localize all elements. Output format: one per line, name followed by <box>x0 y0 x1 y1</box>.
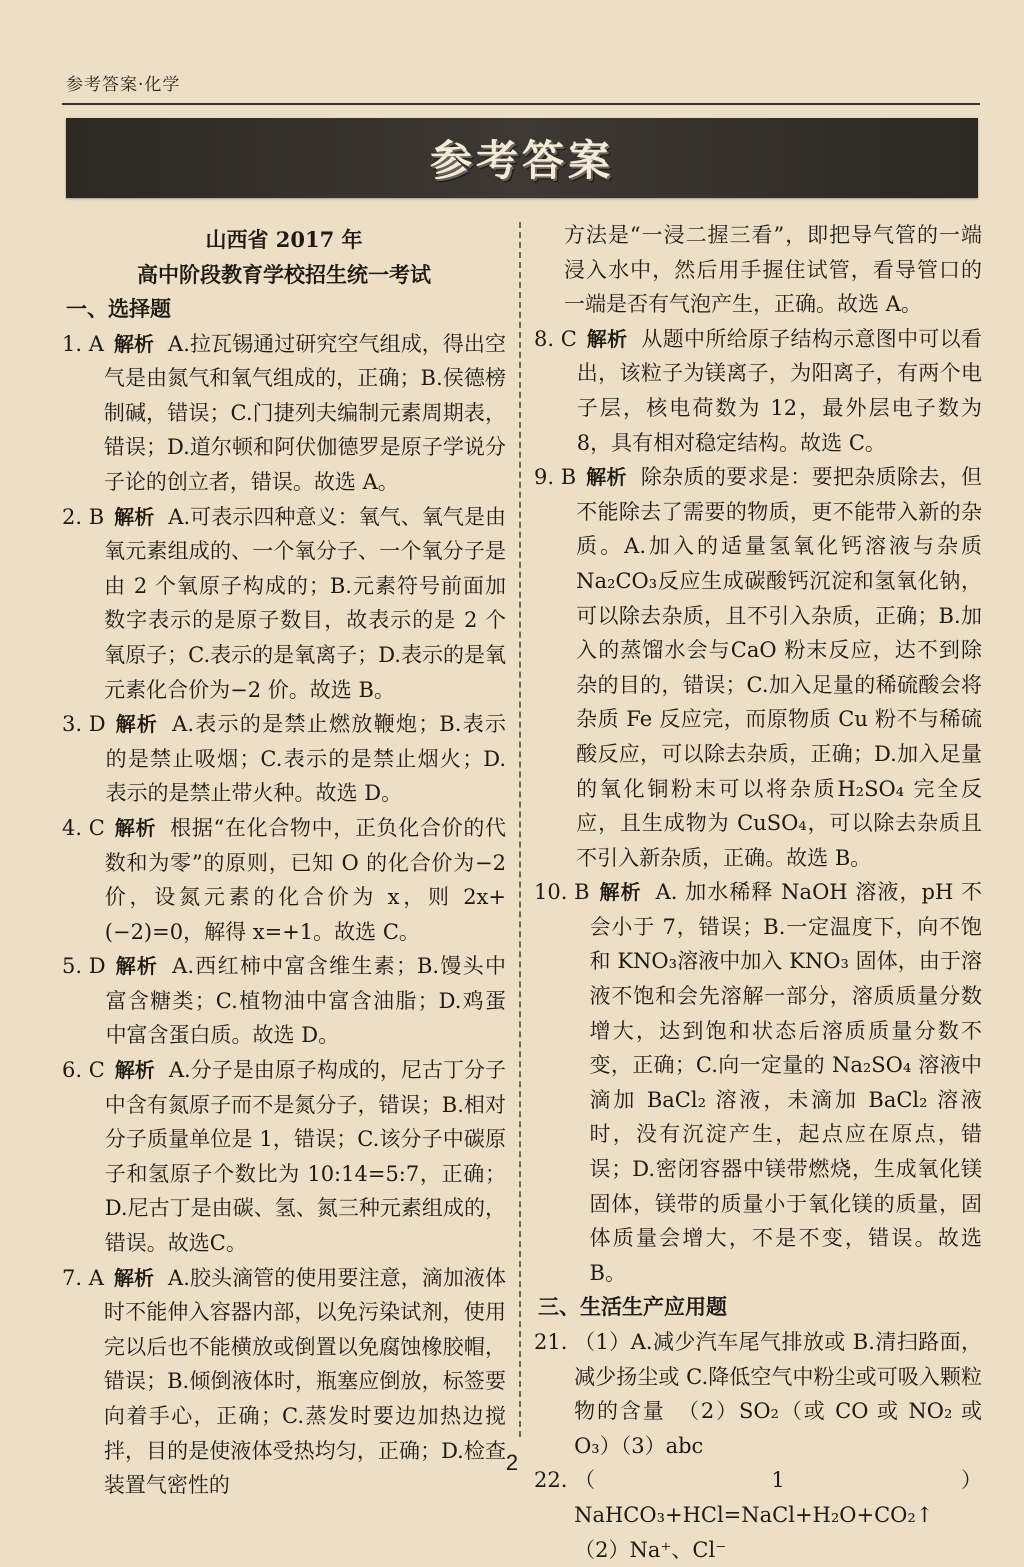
header-rule <box>62 103 980 105</box>
right-column <box>534 218 982 1567</box>
question-number: 5. D <box>62 954 106 979</box>
question-number: 6. C <box>62 1058 105 1083</box>
exam-title-line1: 山西省 2017 年 <box>205 227 363 252</box>
exam-title-line2: 高中阶段教育学校招生统一考试 <box>137 262 431 287</box>
question-number: 1. A <box>62 331 104 356</box>
page-title: 参考答案 <box>429 136 614 185</box>
answer-text: A.分子是由原子构成的，尼古丁分子中含有氮原子而不是氮分子，错误；B.相对分子质量单位是 1，错误；C.该分子中碳原子和氢原子个数比为 10:14=5:7，正确；D.尼古丁是由碳、氢、氮三种元素组成的，错误。故选C。 <box>104 1058 506 1256</box>
analysis-label: 解析 <box>115 712 159 737</box>
analysis-label: 解析 <box>114 504 155 529</box>
column-divider <box>519 222 521 1437</box>
question-number: 3. D <box>62 712 106 737</box>
question-5 <box>62 949 506 1053</box>
analysis-label: 解析 <box>115 954 159 979</box>
title-banner <box>66 118 978 198</box>
question-21 <box>534 1325 982 1463</box>
answer-text: 根据“在化合物中，正负化合价的代数和为零”的原则，已知 O 的化合价为−2 价，设氮元素的化合价为 x，则 2x+(−2)=0，解得 x=+1。故选 C。 <box>104 815 506 944</box>
answer-text: A.可表示四种意义：氧气、氧气是由氧元素组成的、一个氧分子、一个氧分子是由 2 个氧原子构成的；B.元素符号前面加数字表示的是原子数目，故表示的是 2 个氧原子；C.表示的是氧离子；D.表示的是氧元素化合价为−2 价。故选 B。 <box>104 504 507 702</box>
section-choice: 一、选择题 <box>66 296 171 321</box>
question-22 <box>534 1463 982 1567</box>
question-10 <box>534 875 982 1290</box>
question-3 <box>62 707 506 811</box>
question-4 <box>62 811 506 949</box>
answer-text: A.拉瓦锡通过研究空气组成，得出空气是由氮气和氧气组成的，正确；B.侯德榜制碱，错误；C.门捷列夫编制元素周期表，错误；D.道尔顿和阿伏伽德罗是原子学说分子论的创立者，错误。故选 A。 <box>103 331 507 494</box>
section-application: 三、生活生产应用题 <box>538 1294 727 1320</box>
answer-text: A.表示的是禁止燃放鞭炮；B.表示的是禁止吸烟；C.表示的是禁止烟火；D.表示的是禁止带火种。故选 D。 <box>105 712 507 806</box>
question-number: 8. C <box>534 326 577 351</box>
question-9 <box>534 460 982 875</box>
question-number: 7. A <box>62 1265 104 1290</box>
question-number: 22. <box>534 1468 575 1493</box>
left-column <box>62 222 506 1503</box>
page-number: 2 <box>505 1450 519 1475</box>
analysis-label: 解析 <box>114 1058 155 1083</box>
answer-text: （1）NaHCO₃+HCl=NaCl+H₂O+CO₂↑ （2）Na⁺、Cl⁻ <box>574 1468 982 1562</box>
question-6 <box>62 1053 506 1261</box>
analysis-label: 解析 <box>586 326 628 351</box>
question-number: 4. C <box>62 815 105 840</box>
answer-text: A.胶头滴管的使用要注意，滴加液体时不能伸入容器内部，以免污染试剂，使用完以后也不能横放或倒置以免腐蚀橡胶帽，错误；B.倾倒液体时，瓶塞应倒放，标签要向着手心，正确；C.蒸发时要边加热边搅拌，目的是使液体受热均匀，正确；D.检查装置气密性的 <box>103 1265 507 1498</box>
answer-text: 从题中所给原子结构示意图中可以看出，该粒子为镁离子，为阳离子，有两个电子层，核电荷数为 12，最外层电子数为 8，具有相对稳定结构。故选 C。 <box>576 326 983 455</box>
answer-text: A.西红柿中富含维生素；B.馒头中富含糖类；C.植物油中富含油脂；D.鸡蛋中富含蛋白质。故选 D。 <box>105 954 507 1048</box>
analysis-label: 解析 <box>586 465 627 490</box>
analysis-label: 解析 <box>113 331 155 356</box>
analysis-label: 解析 <box>114 815 157 840</box>
analysis-label: 解析 <box>113 1265 155 1290</box>
question-number: 2. B <box>62 504 105 529</box>
question-number: 21. <box>534 1330 575 1354</box>
question-number: 10. B <box>534 880 590 905</box>
question-1 <box>62 327 506 500</box>
question-8 <box>534 322 982 460</box>
running-header: 参考答案·化学 <box>66 75 181 95</box>
answer-text: 除杂质的要求是：要把杂质除去，但不能除去了需要的物质，更不能带入新的杂质。A.加入的适量氢氧化钙溶液与杂质Na₂CO₃反应生成碳酸钙沉淀和氢氧化钠，可以除去杂质，且不引入杂质，正确；B.加入的蒸馏水会与CaO 粉末反应，达不到除杂的目的，错误；C.加入足量的稀硫酸会将杂质 Fe 反应完，而原物质 Cu 粉不与稀硫酸反应，可以除去杂质，正确；D.加入足量的氧化铜粉末可以将杂质H₂SO₄ 完全反应，且生成物为 CuSO₄，可以除去杂质且不引入新杂质，正确。故选 B。 <box>576 465 982 870</box>
answer-text: （1）A.减少汽车尾气排放或 B.清扫路面，减少扬尘或 C.降低空气中粉尘或可吸入颗粒物的含量 （2）SO₂（或 CO 或 NO₂ 或 O₃）（3）abc <box>574 1330 982 1458</box>
analysis-label: 解析 <box>599 880 642 905</box>
question-2 <box>62 500 506 708</box>
answer-text: A. 加水稀释 NaOH 溶液，pH 不会小于 7，错误；B.一定温度下，向不饱和 KNO₃溶液中加入 KNO₃ 固体，由于溶液不饱和会先溶解一部分，溶质质量分数增大，达到饱和状态后溶质质量分数不变，正确；C.向一定量的 Na₂SO₄ 溶液中滴加 BaCl₂ 溶液，未滴加 BaCl₂ 溶液时，没有沉淀产生，起点应在原点，错误；D.密闭容器中镁带燃烧，生成氧化镁固体，镁带的质量小于氧化镁的质量，固体质量会增大，不是不变，错误。故选 B。 <box>589 880 982 1285</box>
question-number: 9. B <box>534 465 577 490</box>
question-7-continued: 方法是“一浸二握三看”，即把导气管的一端浸入水中，然后用手握住试管，看导管口的一端是否有气泡产生，正确。故选 A。 <box>564 223 982 317</box>
